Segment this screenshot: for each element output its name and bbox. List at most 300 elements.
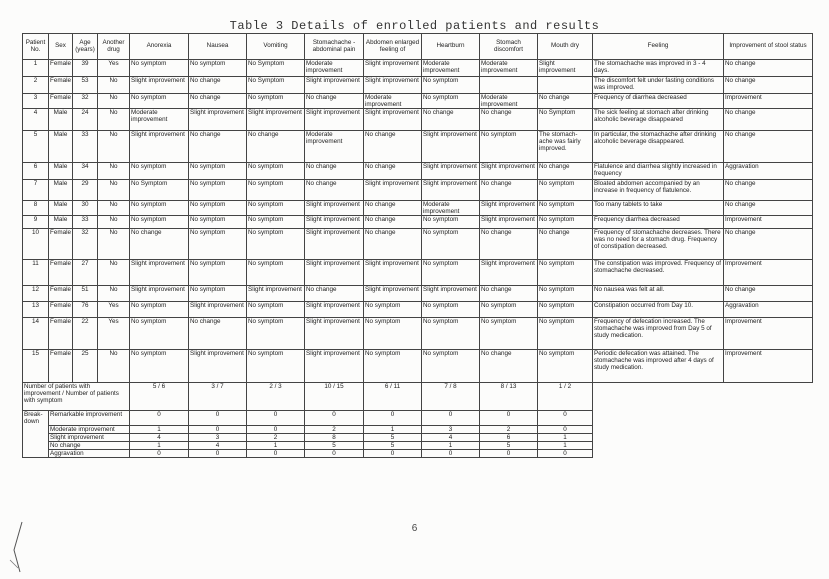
breakdown-category: No change — [49, 442, 130, 450]
table-cell: Slight improvement — [480, 216, 538, 229]
table-cell: No symptom — [247, 318, 305, 350]
table-cell: 76 — [73, 302, 98, 318]
table-cell: Improvement — [724, 318, 813, 350]
table-cell: No change — [189, 131, 247, 163]
column-header: Another drug — [98, 34, 130, 60]
table-cell: No symptom — [247, 350, 305, 383]
table-cell: Constipation occurred from Day 10. — [593, 302, 724, 318]
table-cell: Improvement — [724, 350, 813, 383]
table-cell: No symptom — [538, 318, 593, 350]
table-cell: Moderate improvement — [305, 131, 364, 163]
table-cell: No change — [247, 131, 305, 163]
table-row — [23, 131, 813, 163]
table-cell: No Symptom — [538, 109, 593, 131]
table-cell: Slight improvement — [364, 60, 422, 77]
column-header: Sex — [49, 34, 73, 60]
table-row — [23, 350, 813, 383]
summary-value: 1 / 2 — [538, 383, 593, 411]
column-header: Nausea — [189, 34, 247, 60]
table-cell: 4 — [23, 109, 49, 131]
table-cell: Too many tablets to take — [593, 201, 724, 216]
table-cell: 3 — [23, 94, 49, 109]
table-cell: Female — [49, 286, 73, 302]
table-cell: Slight improvement — [364, 180, 422, 201]
table-cell: Moderate improvement — [364, 94, 422, 109]
table-cell: Slight improvement — [130, 286, 189, 302]
breakdown-value: 0 — [189, 411, 247, 426]
table-cell: Frequency of defecation increased. The stomachache was improved from Day 5 of study medication. — [593, 318, 724, 350]
table-cell: Female — [49, 229, 73, 260]
table-cell: No symptom — [538, 286, 593, 302]
table-cell: 53 — [73, 77, 98, 94]
table-cell: No symptom — [538, 260, 593, 286]
breakdown-value: 0 — [422, 411, 480, 426]
table-cell: No symptom — [422, 94, 480, 109]
summary-value: 7 / 8 — [422, 383, 480, 411]
breakdown-value: 0 — [538, 411, 593, 426]
table-row — [23, 180, 813, 201]
table-cell: Moderate improvement — [480, 60, 538, 77]
table-cell: 33 — [73, 131, 98, 163]
breakdown-value: 0 — [480, 450, 538, 458]
summary-value: 5 / 6 — [130, 383, 189, 411]
table-cell: No change — [724, 60, 813, 77]
page-number: 6 — [411, 523, 418, 534]
table-cell: Yes — [98, 60, 130, 77]
table-cell: No symptom — [422, 216, 480, 229]
breakdown-value: 4 — [422, 434, 480, 442]
breakdown-category: Slight improvement — [49, 434, 130, 442]
table-cell: Moderate improvement — [130, 109, 189, 131]
table-cell: Slight improvement — [305, 302, 364, 318]
table-cell: No symptom — [130, 60, 189, 77]
table-cell: 30 — [73, 201, 98, 216]
breakdown-value: 4 — [130, 434, 189, 442]
table-cell: The sick feeling at stomach after drinking alcoholic beverage disappeared — [593, 109, 724, 131]
table-cell: No Symptom — [130, 180, 189, 201]
table-cell: No symptom — [189, 60, 247, 77]
table-cell: Improvement — [724, 260, 813, 286]
breakdown-value: 0 — [422, 450, 480, 458]
breakdown-value: 1 — [538, 434, 593, 442]
table-cell: No — [98, 131, 130, 163]
table-cell: No symptom — [189, 216, 247, 229]
table-row — [23, 109, 813, 131]
table-cell: No — [98, 350, 130, 383]
breakdown-row — [23, 442, 813, 450]
table-cell: Aggravation — [724, 302, 813, 318]
table-cell: Moderate improvement — [480, 94, 538, 109]
table-cell: 10 — [23, 229, 49, 260]
table-cell: No symptom — [422, 350, 480, 383]
table-cell: No change — [480, 350, 538, 383]
breakdown-category: Remarkable improvement — [49, 411, 130, 426]
table-row — [23, 302, 813, 318]
table-cell: No symptom — [130, 350, 189, 383]
breakdown-label: Break-down — [23, 411, 49, 458]
column-header: Feeling — [593, 34, 724, 60]
table-cell — [480, 77, 538, 94]
breakdown-value: 3 — [422, 426, 480, 434]
breakdown-value: 4 — [189, 442, 247, 450]
table-cell: No symptom — [422, 229, 480, 260]
table-cell: No symptom — [480, 318, 538, 350]
table-cell: Improvement — [724, 216, 813, 229]
table-cell: No change — [364, 131, 422, 163]
table-cell: No symptom — [364, 302, 422, 318]
table-cell: No — [98, 201, 130, 216]
breakdown-value: 0 — [364, 411, 422, 426]
table-cell: Slight improvement — [189, 302, 247, 318]
table-cell: No symptom — [480, 131, 538, 163]
table-cell: 32 — [73, 229, 98, 260]
table-cell: 8 — [23, 201, 49, 216]
table-cell: No change — [724, 286, 813, 302]
breakdown-value: 1 — [364, 426, 422, 434]
breakdown-value: 1 — [538, 442, 593, 450]
table-cell: No symptom — [538, 350, 593, 383]
breakdown-value: 1 — [422, 442, 480, 450]
table-cell: No symptom — [130, 318, 189, 350]
table-row — [23, 318, 813, 350]
table-cell: 51 — [73, 286, 98, 302]
table-cell: No symptom — [247, 201, 305, 216]
table-cell: No symptom — [189, 260, 247, 286]
table-cell: No change — [724, 131, 813, 163]
column-header: Anorexia — [130, 34, 189, 60]
table-cell: No symptom — [422, 260, 480, 286]
table-cell: No symptom — [422, 318, 480, 350]
table-cell: Periodic defecation was attained. The stomachache was improved after 4 days of study medication. — [593, 350, 724, 383]
table-cell: Male — [49, 109, 73, 131]
table-cell: No symptom — [247, 229, 305, 260]
breakdown-value: 0 — [538, 426, 593, 434]
summary-value: 3 / 7 — [189, 383, 247, 411]
table-cell: 12 — [23, 286, 49, 302]
table-cell: No change — [480, 229, 538, 260]
table-cell: In particular, the stomachache after drinking alcoholic beverage disappeared. — [593, 131, 724, 163]
table-row — [23, 77, 813, 94]
table-cell: Slight improvement — [305, 260, 364, 286]
summary-label: Number of patients with improvement / Number of patients with symptom — [23, 383, 130, 411]
table-cell: Frequency of stomachache decreases. There was no need for a stomach drug. Frequency of constipation decreased. — [593, 229, 724, 260]
column-header: Mouth dry — [538, 34, 593, 60]
table-cell: Female — [49, 350, 73, 383]
breakdown-value: 1 — [130, 426, 189, 434]
table-cell: No — [98, 260, 130, 286]
table-cell: No symptom — [422, 302, 480, 318]
table-cell: 2 — [23, 77, 49, 94]
breakdown-value: 2 — [305, 426, 364, 434]
table-cell: Slight improvement — [305, 318, 364, 350]
table-cell: 15 — [23, 350, 49, 383]
table-cell: 9 — [23, 216, 49, 229]
summary-row — [23, 383, 813, 411]
breakdown-row — [23, 434, 813, 442]
table-cell: Slight improvement — [422, 180, 480, 201]
column-header: Age (years) — [73, 34, 98, 60]
summary-value: 6 / 11 — [364, 383, 422, 411]
table-cell: 27 — [73, 260, 98, 286]
column-header: Heartburn — [422, 34, 480, 60]
table-cell: No change — [189, 94, 247, 109]
table-cell: No symptom — [422, 77, 480, 94]
breakdown-value: 5 — [364, 442, 422, 450]
table-cell: 11 — [23, 260, 49, 286]
table-cell: No change — [538, 229, 593, 260]
scan-edge-mark — [8, 520, 26, 575]
table-cell: No change — [724, 109, 813, 131]
table-cell: Slight improvement — [538, 60, 593, 77]
table-cell: No change — [724, 229, 813, 260]
table-cell: No symptom — [247, 216, 305, 229]
table-cell: No symptom — [189, 229, 247, 260]
breakdown-category: Aggravation — [49, 450, 130, 458]
table-cell: Female — [49, 260, 73, 286]
table-cell: No change — [364, 229, 422, 260]
table-cell: No change — [130, 229, 189, 260]
table-cell: 5 — [23, 131, 49, 163]
table-cell: The stomach-ache was fairly improved. — [538, 131, 593, 163]
table-cell: No symptom — [247, 163, 305, 180]
table-cell: Slight improvement — [305, 77, 364, 94]
table-cell: Slight improvement — [305, 201, 364, 216]
table-cell: No symptom — [130, 302, 189, 318]
table-cell: Female — [49, 77, 73, 94]
table-row — [23, 201, 813, 216]
column-header: Stomachache - abdominal pain — [305, 34, 364, 60]
table-row — [23, 286, 813, 302]
table-row — [23, 229, 813, 260]
table-cell: No change — [724, 201, 813, 216]
table-cell: Slight improvement — [189, 350, 247, 383]
table-cell: No — [98, 229, 130, 260]
table-cell: No symptom — [538, 302, 593, 318]
table-cell: No change — [305, 163, 364, 180]
table-cell: No change — [189, 77, 247, 94]
breakdown-value: 0 — [130, 411, 189, 426]
breakdown-value: 5 — [364, 434, 422, 442]
table-cell: No symptom — [189, 163, 247, 180]
table-cell: Male — [49, 131, 73, 163]
table-cell: No — [98, 94, 130, 109]
table-cell: No change — [189, 318, 247, 350]
table-cell: 7 — [23, 180, 49, 201]
table-cell: No change — [305, 286, 364, 302]
table-cell: No — [98, 180, 130, 201]
table-cell: No Symptom — [247, 77, 305, 94]
table-cell: Female — [49, 302, 73, 318]
table-cell: The discomfort felt under fasting conditions was improved. — [593, 77, 724, 94]
table-cell: Slight improvement — [480, 201, 538, 216]
table-cell: Moderate improvement — [305, 60, 364, 77]
table-cell: No symptom — [364, 318, 422, 350]
table-cell: Slight improvement — [480, 260, 538, 286]
table-cell: No — [98, 286, 130, 302]
table-cell: No change — [364, 163, 422, 180]
table-cell: No symptom — [130, 216, 189, 229]
table-cell: 25 — [73, 350, 98, 383]
table-cell: 24 — [73, 109, 98, 131]
table-cell: Moderate improvement — [422, 201, 480, 216]
table-row — [23, 94, 813, 109]
table-row — [23, 216, 813, 229]
table-cell: Slight improvement — [189, 109, 247, 131]
table-cell: Slight improvement — [364, 77, 422, 94]
breakdown-value: 6 — [480, 434, 538, 442]
table-cell: No symptom — [247, 180, 305, 201]
table-cell: Female — [49, 94, 73, 109]
table-cell: Slight improvement — [480, 163, 538, 180]
table-cell: No change — [538, 163, 593, 180]
table-cell: No change — [724, 180, 813, 201]
table-cell: No symptom — [130, 163, 189, 180]
table-cell: No — [98, 163, 130, 180]
breakdown-value: 3 — [189, 434, 247, 442]
column-header: Vomiting — [247, 34, 305, 60]
breakdown-value: 0 — [247, 426, 305, 434]
table-cell: 29 — [73, 180, 98, 201]
table-cell: No — [98, 77, 130, 94]
breakdown-value: 0 — [189, 426, 247, 434]
table-cell: No change — [305, 94, 364, 109]
table-cell: No symptom — [364, 350, 422, 383]
table-cell: Frequency diarrhea decreased — [593, 216, 724, 229]
summary-value: 10 / 15 — [305, 383, 364, 411]
breakdown-value: 2 — [247, 434, 305, 442]
table-cell: No nausea was felt at all. — [593, 286, 724, 302]
table-cell: No symptom — [247, 260, 305, 286]
table-row — [23, 163, 813, 180]
summary-value: 8 / 13 — [480, 383, 538, 411]
table-cell: 34 — [73, 163, 98, 180]
breakdown-value: 0 — [189, 450, 247, 458]
table-cell: Slight improvement — [305, 350, 364, 383]
column-header: Improvement of stool status — [724, 34, 813, 60]
table-cell: No symptom — [538, 216, 593, 229]
table-cell: Slight improvement — [305, 216, 364, 229]
table-cell: No change — [480, 180, 538, 201]
table-title: Table 3 Details of enrolled patients and results — [229, 19, 600, 33]
table-row — [23, 260, 813, 286]
table-cell: Slight improvement — [364, 109, 422, 131]
table-cell: 13 — [23, 302, 49, 318]
table-cell: No change — [364, 201, 422, 216]
table-cell: Slight improvement — [305, 229, 364, 260]
breakdown-row — [23, 426, 813, 434]
table-cell: No change — [305, 180, 364, 201]
table-cell: Slight improvement — [364, 286, 422, 302]
table-cell: No Symptom — [247, 60, 305, 77]
breakdown-category: Moderate improvement — [49, 426, 130, 434]
table-cell: 39 — [73, 60, 98, 77]
table-cell: No — [98, 216, 130, 229]
table-cell: Bloated abdomen accompanied by an increase in frequency of flatulence. — [593, 180, 724, 201]
breakdown-row — [23, 450, 813, 458]
table-cell: Male — [49, 180, 73, 201]
table-cell: Slight improvement — [130, 131, 189, 163]
breakdown-value: 0 — [247, 411, 305, 426]
results-table — [22, 33, 813, 458]
table-cell: Yes — [98, 318, 130, 350]
table-cell: No change — [480, 286, 538, 302]
breakdown-value: 0 — [480, 411, 538, 426]
table-cell: 6 — [23, 163, 49, 180]
column-header: Patient No. — [23, 34, 49, 60]
table-cell: Yes — [98, 302, 130, 318]
table-cell: The constipation was improved. Frequency of stomachache decreased. — [593, 260, 724, 286]
table-cell: 32 — [73, 94, 98, 109]
table-cell: No symptom — [247, 302, 305, 318]
breakdown-value: 0 — [305, 411, 364, 426]
table-cell: 14 — [23, 318, 49, 350]
table-cell: No symptom — [189, 180, 247, 201]
breakdown-value: 0 — [305, 450, 364, 458]
table-cell: No change — [364, 216, 422, 229]
table-cell: Frequency of diarrhea decreased — [593, 94, 724, 109]
column-header: Abdomen enlarged feeling of — [364, 34, 422, 60]
table-cell: No change — [724, 77, 813, 94]
table-cell: No symptom — [480, 302, 538, 318]
table-row — [23, 60, 813, 77]
table-cell: Improvement — [724, 94, 813, 109]
table-cell: Flatulence and diarrhea slightly increased in frequency — [593, 163, 724, 180]
summary-value: 2 / 3 — [247, 383, 305, 411]
breakdown-value: 8 — [305, 434, 364, 442]
table-cell: Slight improvement — [422, 163, 480, 180]
breakdown-value: 5 — [480, 442, 538, 450]
breakdown-value: 5 — [305, 442, 364, 450]
table-cell: Male — [49, 163, 73, 180]
column-header: Stomach discomfort — [480, 34, 538, 60]
table-cell: No symptom — [247, 94, 305, 109]
table-cell: No symptom — [189, 286, 247, 302]
table-cell: No change — [480, 109, 538, 131]
header-row — [23, 34, 813, 60]
table-cell: No symptom — [538, 180, 593, 201]
breakdown-value: 1 — [247, 442, 305, 450]
table-cell: Female — [49, 318, 73, 350]
table-cell: Slight improvement — [305, 109, 364, 131]
table-cell: Slight improvement — [422, 131, 480, 163]
breakdown-row — [23, 411, 813, 426]
table-cell: Slight improvement — [247, 109, 305, 131]
table-cell: Moderate improvement — [422, 60, 480, 77]
breakdown-value: 0 — [247, 450, 305, 458]
table-cell: Male — [49, 216, 73, 229]
breakdown-value: 1 — [130, 442, 189, 450]
table-cell: 1 — [23, 60, 49, 77]
breakdown-value: 0 — [538, 450, 593, 458]
breakdown-value: 0 — [130, 450, 189, 458]
table-cell: The stomachache was improved in 3 - 4 days. — [593, 60, 724, 77]
table-cell: Male — [49, 201, 73, 216]
table-cell — [538, 77, 593, 94]
table-cell: No symptom — [130, 94, 189, 109]
breakdown-value: 0 — [364, 450, 422, 458]
table-cell: 33 — [73, 216, 98, 229]
table-cell: No — [98, 109, 130, 131]
table-cell: Slight improvement — [422, 286, 480, 302]
table-cell: Female — [49, 60, 73, 77]
table-cell: No change — [422, 109, 480, 131]
table-cell: No change — [538, 94, 593, 109]
table-cell: No symptom — [130, 201, 189, 216]
table-cell: No symptom — [189, 201, 247, 216]
table-cell: Slight improvement — [130, 260, 189, 286]
table-cell: Slight improvement — [247, 286, 305, 302]
table-cell: No symptom — [538, 201, 593, 216]
